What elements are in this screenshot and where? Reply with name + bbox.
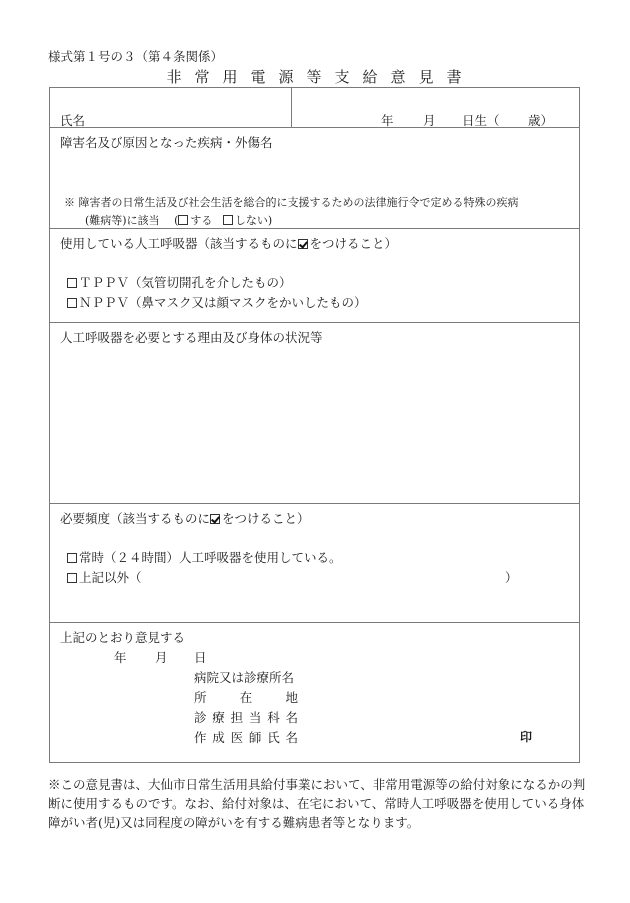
opinion-date-field[interactable]: [70, 645, 190, 663]
frequency-label: [60, 509, 310, 527]
name-label: 氏名: [60, 113, 86, 128]
department-label-text: 診療担当科名: [194, 710, 298, 725]
other-label: 上記以外（: [79, 570, 142, 585]
tppv-checkbox[interactable]: [67, 278, 77, 288]
footnote: ※この意見書は、大仙市日常生活用具給付事業において、非常用電源等の給付対象になるかの判断に使用するものです。なお、給付対象は、在宅において、常時人工呼吸器を使用している身体障がい者(児)又は同程度の障がいを有する難病患者等となります。: [48, 777, 586, 830]
hospital-field[interactable]: [305, 666, 565, 684]
other-detail-field[interactable]: [158, 566, 503, 584]
row-divider: [49, 622, 580, 623]
address-field[interactable]: [305, 686, 565, 704]
designated-yes-checkbox[interactable]: [178, 215, 188, 225]
opinion-year-label: 年: [114, 650, 127, 665]
tppv-label: ＴＰＰＶ（気管切開孔を介したもの）: [79, 275, 292, 290]
frequency-label-suffix: をつけること）: [222, 511, 310, 526]
row-divider: [49, 322, 580, 323]
birth-month-label: 月: [423, 113, 436, 128]
opinion-statement: 上記のとおり意見する: [60, 630, 186, 645]
designated-no-checkbox[interactable]: [223, 215, 233, 225]
hospital-label: [194, 668, 294, 686]
disease-field[interactable]: [60, 150, 570, 188]
ventilator-label: [60, 234, 397, 252]
name-field[interactable]: [92, 90, 287, 124]
designated-disease-prefix: (難病等)に該当 (: [85, 214, 179, 227]
ventilator-option-nppv[interactable]: [67, 293, 367, 311]
other-checkbox[interactable]: [67, 573, 77, 583]
checked-box-icon: [298, 239, 308, 249]
address-label: [194, 688, 298, 706]
opinion-month-label: 月: [155, 650, 168, 665]
frequency-option-other[interactable]: [67, 568, 142, 586]
row-divider: [49, 503, 580, 504]
ventilator-label-suffix: をつけること）: [309, 236, 398, 251]
row-divider: [49, 127, 580, 128]
reason-field[interactable]: [60, 346, 570, 496]
nppv-label: ＮＰＰＶ（鼻マスク又は顔マスクをかいしたもの）: [79, 295, 367, 310]
row-divider: [49, 228, 580, 229]
department-field[interactable]: [305, 706, 565, 724]
nppv-checkbox[interactable]: [67, 298, 77, 308]
ventilator-label-prefix: 使用している人工呼吸器（該当するものに: [60, 236, 298, 251]
reason-label: 人工呼吸器を必要とする理由及び身体の状況等: [60, 330, 323, 345]
checked-box-icon: [210, 514, 220, 524]
designated-no-label: しない: [234, 214, 268, 227]
age-label: 歳）: [528, 113, 554, 128]
disease-label: 障害名及び原因となった疾病・外傷名: [60, 135, 273, 150]
department-label: [194, 708, 298, 726]
doctor-label-text: 作成医師氏名: [194, 730, 298, 745]
designated-yes-label: する: [190, 214, 213, 227]
seal-mark: 印: [520, 730, 533, 744]
column-divider: [291, 87, 292, 127]
birth-day-field[interactable]: [438, 108, 460, 126]
document-title: 非常用電源等支給意見書: [166, 68, 475, 86]
form-code: 様式第１号の３（第４条関係）: [48, 49, 224, 64]
designated-disease-options: [85, 212, 272, 228]
always-checkbox[interactable]: [67, 553, 77, 563]
opinion-day-label: 日: [194, 650, 207, 665]
doctor-name-field[interactable]: [305, 726, 515, 744]
doctor-label: [194, 728, 298, 746]
address-label-text: 所在地: [194, 690, 298, 705]
birth-year-field[interactable]: [300, 108, 378, 126]
frequency-label-prefix: 必要頻度（該当するものに: [60, 511, 211, 526]
frequency-option-always[interactable]: [67, 548, 342, 566]
hospital-label-text: 病院又は診療所名: [194, 670, 295, 685]
designated-disease-suffix: ): [267, 214, 273, 227]
always-label: 常時（２４時間）人工呼吸器を使用している。: [79, 550, 342, 565]
ventilator-option-tppv[interactable]: [67, 273, 292, 291]
birth-year-label: 年: [381, 113, 394, 128]
birth-day-label: 日生（: [462, 113, 500, 128]
age-field[interactable]: [505, 108, 527, 126]
birth-month-field[interactable]: [396, 108, 422, 126]
designated-disease-note: ※ 障害者の日常生活及び社会生活を総合的に支援するための法律施行令で定める特殊の疾病: [64, 196, 519, 209]
other-close-paren: ）: [505, 570, 518, 585]
